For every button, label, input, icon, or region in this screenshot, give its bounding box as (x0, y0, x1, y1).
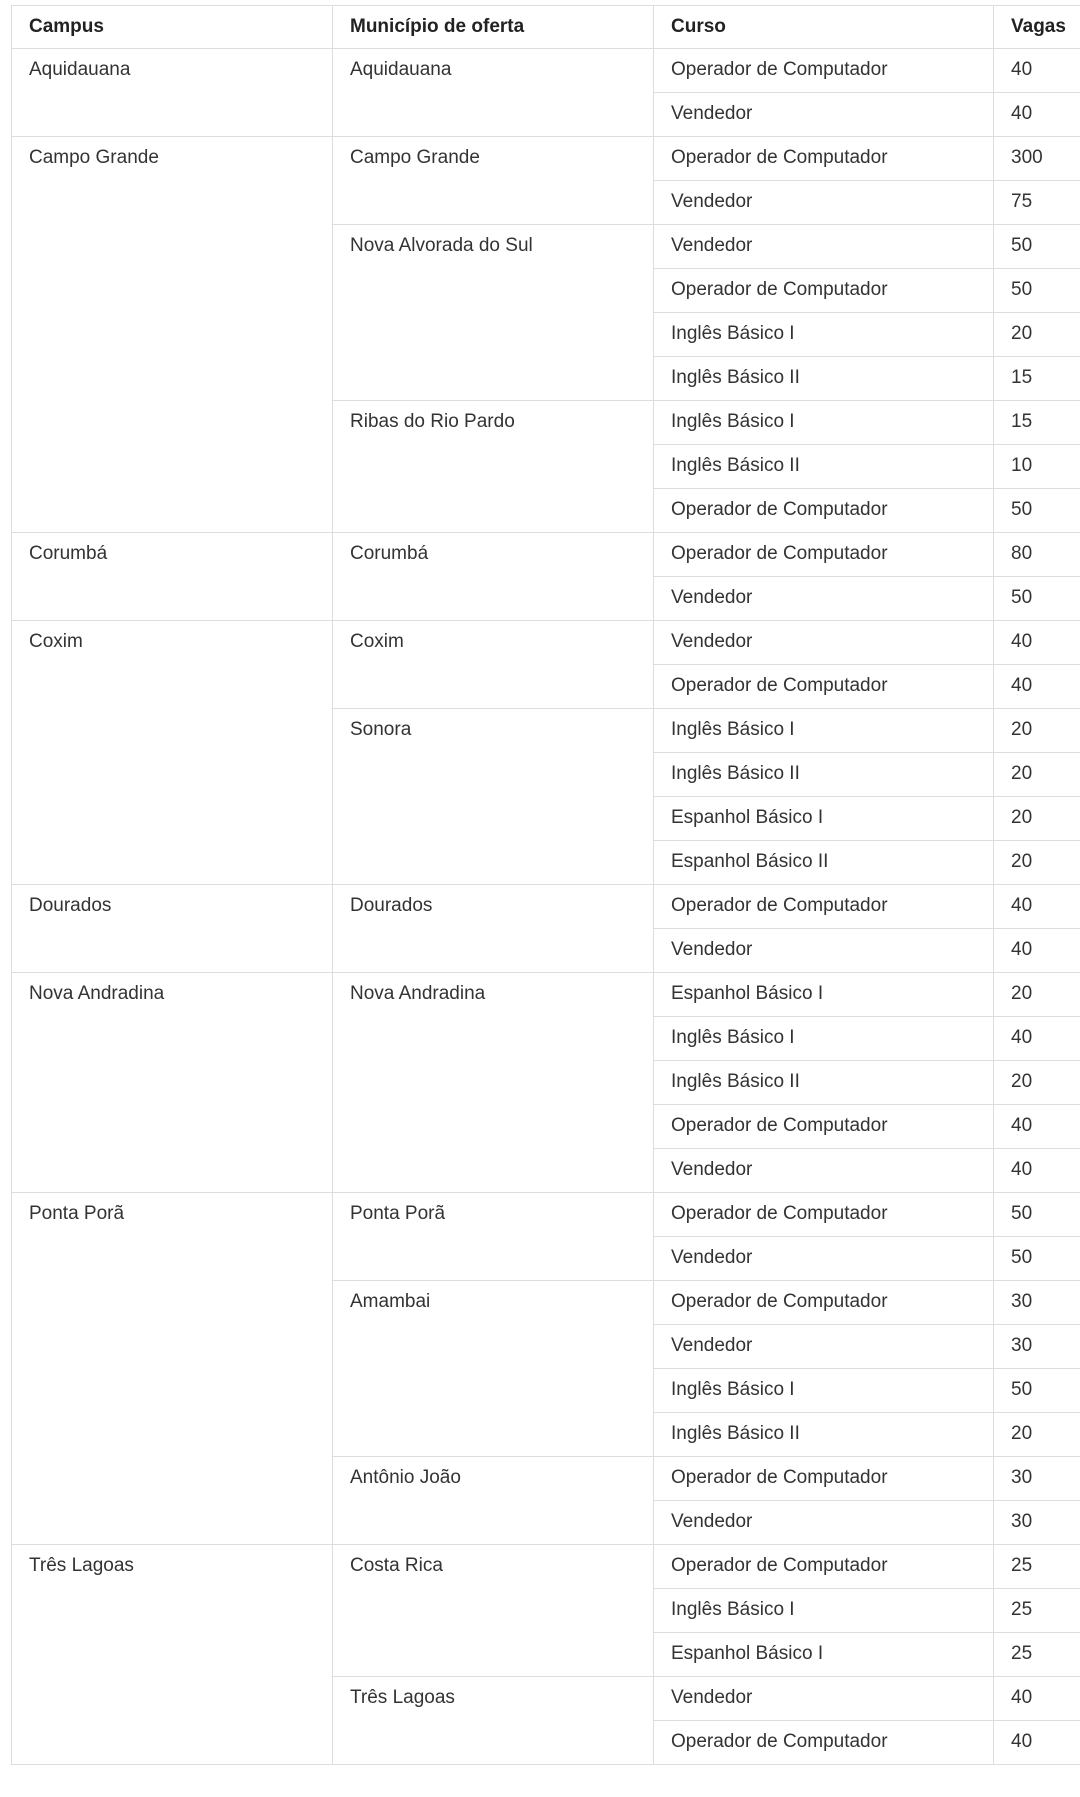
table-row (12, 1545, 1080, 1589)
curso-cell: Operador de Computador (654, 269, 994, 313)
municipio-cell: Sonora (333, 709, 654, 885)
vagas-cell: 50 (994, 1193, 1080, 1237)
table-body (12, 49, 1080, 1765)
vagas-cell: 75 (994, 181, 1080, 225)
vagas-cell: 25 (994, 1545, 1080, 1589)
campus-cell: Nova Andradina (12, 973, 333, 1193)
table-row (12, 49, 1080, 93)
table-row (12, 885, 1080, 929)
curso-cell: Espanhol Básico II (654, 841, 994, 885)
curso-cell: Operador de Computador (654, 49, 994, 93)
vagas-cell: 15 (994, 401, 1080, 445)
curso-cell: Vendedor (654, 929, 994, 973)
curso-cell: Vendedor (654, 181, 994, 225)
vagas-cell: 50 (994, 225, 1080, 269)
vagas-cell: 40 (994, 665, 1080, 709)
campus-cell: Campo Grande (12, 137, 333, 533)
vagas-cell: 50 (994, 577, 1080, 621)
table-row (12, 621, 1080, 665)
curso-cell: Operador de Computador (654, 665, 994, 709)
vagas-cell: 20 (994, 753, 1080, 797)
municipio-cell: Aquidauana (333, 49, 654, 137)
curso-cell: Inglês Básico II (654, 753, 994, 797)
curso-cell: Vendedor (654, 1149, 994, 1193)
vagas-cell: 30 (994, 1325, 1080, 1369)
vagas-cell: 10 (994, 445, 1080, 489)
vagas-cell: 20 (994, 973, 1080, 1017)
vagas-cell: 25 (994, 1633, 1080, 1677)
header-vagas: Vagas (994, 6, 1080, 49)
vagas-cell: 40 (994, 885, 1080, 929)
campus-cell: Corumbá (12, 533, 333, 621)
municipio-cell: Ponta Porã (333, 1193, 654, 1281)
curso-cell: Inglês Básico I (654, 1369, 994, 1413)
curso-cell: Operador de Computador (654, 1281, 994, 1325)
municipio-cell: Dourados (333, 885, 654, 973)
header-row (12, 6, 1080, 49)
curso-cell: Operador de Computador (654, 1721, 994, 1765)
municipio-cell: Nova Andradina (333, 973, 654, 1193)
header-campus: Campus (12, 6, 333, 49)
municipio-cell: Antônio João (333, 1457, 654, 1545)
curso-cell: Vendedor (654, 1677, 994, 1721)
vagas-cell: 40 (994, 621, 1080, 665)
curso-cell: Inglês Básico I (654, 313, 994, 357)
curso-cell: Vendedor (654, 225, 994, 269)
curso-cell: Inglês Básico I (654, 709, 994, 753)
municipio-cell: Nova Alvorada do Sul (333, 225, 654, 401)
vagas-cell: 50 (994, 1369, 1080, 1413)
curso-cell: Inglês Básico I (654, 1589, 994, 1633)
table-header (12, 6, 1080, 49)
curso-cell: Operador de Computador (654, 489, 994, 533)
curso-cell: Inglês Básico II (654, 1413, 994, 1457)
municipio-cell: Ribas do Rio Pardo (333, 401, 654, 533)
curso-cell: Vendedor (654, 1237, 994, 1281)
vagas-cell: 40 (994, 93, 1080, 137)
curso-cell: Operador de Computador (654, 1105, 994, 1149)
curso-cell: Vendedor (654, 1501, 994, 1545)
vagas-cell: 300 (994, 137, 1080, 181)
curso-cell: Operador de Computador (654, 137, 994, 181)
campus-cell: Aquidauana (12, 49, 333, 137)
header-curso: Curso (654, 6, 994, 49)
vagas-cell: 40 (994, 1149, 1080, 1193)
municipio-cell: Amambai (333, 1281, 654, 1457)
table-row (12, 973, 1080, 1017)
vagas-cell: 80 (994, 533, 1080, 577)
table-row (12, 1193, 1080, 1237)
vagas-cell: 30 (994, 1501, 1080, 1545)
curso-cell: Espanhol Básico I (654, 1633, 994, 1677)
curso-cell: Espanhol Básico I (654, 797, 994, 841)
municipio-cell: Campo Grande (333, 137, 654, 225)
campus-cell: Dourados (12, 885, 333, 973)
curso-cell: Inglês Básico I (654, 401, 994, 445)
curso-cell: Vendedor (654, 93, 994, 137)
vagas-cell: 50 (994, 489, 1080, 533)
curso-cell: Operador de Computador (654, 1193, 994, 1237)
vagas-table-container (11, 5, 1080, 1765)
vagas-cell: 30 (994, 1457, 1080, 1501)
curso-cell: Inglês Básico II (654, 445, 994, 489)
curso-cell: Operador de Computador (654, 885, 994, 929)
vagas-cell: 40 (994, 1105, 1080, 1149)
vagas-cell: 30 (994, 1281, 1080, 1325)
vagas-cell: 40 (994, 1017, 1080, 1061)
vagas-cell: 20 (994, 797, 1080, 841)
table-row (12, 533, 1080, 577)
vagas-cell: 20 (994, 1413, 1080, 1457)
curso-cell: Vendedor (654, 577, 994, 621)
curso-cell: Vendedor (654, 1325, 994, 1369)
vagas-cell: 40 (994, 929, 1080, 973)
curso-cell: Vendedor (654, 621, 994, 665)
curso-cell: Inglês Básico II (654, 357, 994, 401)
municipio-cell: Coxim (333, 621, 654, 709)
curso-cell: Espanhol Básico I (654, 973, 994, 1017)
curso-cell: Operador de Computador (654, 1545, 994, 1589)
curso-cell: Operador de Computador (654, 1457, 994, 1501)
vagas-cell: 50 (994, 269, 1080, 313)
header-municipio: Município de oferta (333, 6, 654, 49)
table-row (12, 137, 1080, 181)
vagas-cell: 20 (994, 709, 1080, 753)
municipio-cell: Três Lagoas (333, 1677, 654, 1765)
curso-cell: Inglês Básico II (654, 1061, 994, 1105)
vagas-cell: 25 (994, 1589, 1080, 1633)
vagas-cell: 20 (994, 313, 1080, 357)
campus-cell: Ponta Porã (12, 1193, 333, 1545)
vagas-table (11, 5, 1080, 1765)
curso-cell: Inglês Básico I (654, 1017, 994, 1061)
vagas-cell: 40 (994, 49, 1080, 93)
campus-cell: Coxim (12, 621, 333, 885)
municipio-cell: Corumbá (333, 533, 654, 621)
vagas-cell: 20 (994, 841, 1080, 885)
vagas-cell: 20 (994, 1061, 1080, 1105)
vagas-cell: 40 (994, 1677, 1080, 1721)
campus-cell: Três Lagoas (12, 1545, 333, 1765)
vagas-cell: 40 (994, 1721, 1080, 1765)
vagas-cell: 50 (994, 1237, 1080, 1281)
vagas-cell: 15 (994, 357, 1080, 401)
curso-cell: Operador de Computador (654, 533, 994, 577)
municipio-cell: Costa Rica (333, 1545, 654, 1677)
